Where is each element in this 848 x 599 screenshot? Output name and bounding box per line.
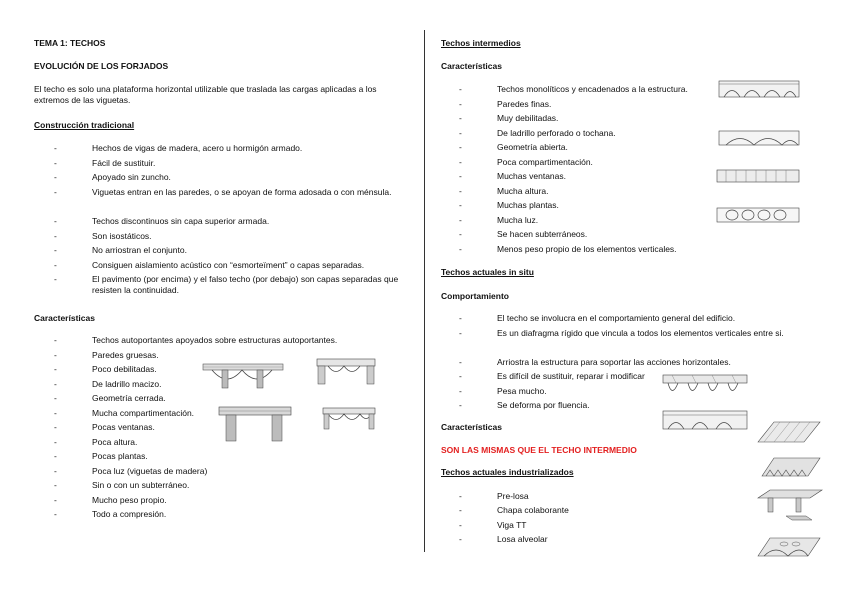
intermediate-floor-drawing-4 (716, 206, 800, 224)
red-note: SON LAS MISMAS QUE EL TECHO INTERMEDIO (441, 445, 637, 455)
subheading-behaviour: Comportamiento (441, 291, 509, 301)
pre-slab-drawing (756, 416, 822, 446)
intro-paragraph: El techo es solo una plataforma horizontal utilizable que traslada las cargas aplicadas a los extremos de las viguetas. (34, 84, 377, 105)
in-situ-floor-drawing-2 (662, 408, 748, 432)
intermediate-floor-drawing-1 (718, 78, 800, 100)
intermediate-floor-drawing-2 (718, 128, 800, 148)
subheading-characteristics-2: Características (441, 422, 502, 432)
traditional-floor-drawing-1 (202, 358, 284, 394)
section-heading-characteristics: Características (34, 313, 95, 323)
traditional-floor-drawing-3 (218, 403, 292, 443)
section-heading-in-situ: Techos actuales in situ (441, 267, 534, 277)
page-title: TEMA 1: TECHOS (34, 38, 106, 48)
subheading-characteristics: Características (441, 61, 502, 71)
in-situ-floor-drawing-1 (662, 372, 748, 402)
composite-deck-drawing (760, 452, 822, 480)
traditional-floor-drawing-4 (322, 405, 376, 431)
traditional-floor-drawing-2 (316, 355, 376, 385)
tt-beam-drawing (756, 488, 824, 522)
section-heading-traditional: Construcción tradicional (34, 120, 135, 130)
subtitle: EVOLUCIÓN DE LOS FORJADOS (34, 61, 169, 71)
intermediate-floor-drawing-3 (716, 168, 800, 184)
section-heading-industrialized: Techos actuales industrializados (441, 467, 574, 477)
column-divider (424, 30, 425, 552)
section-heading-intermediate: Techos intermedios (441, 38, 521, 48)
hollow-core-slab-drawing (756, 530, 822, 564)
